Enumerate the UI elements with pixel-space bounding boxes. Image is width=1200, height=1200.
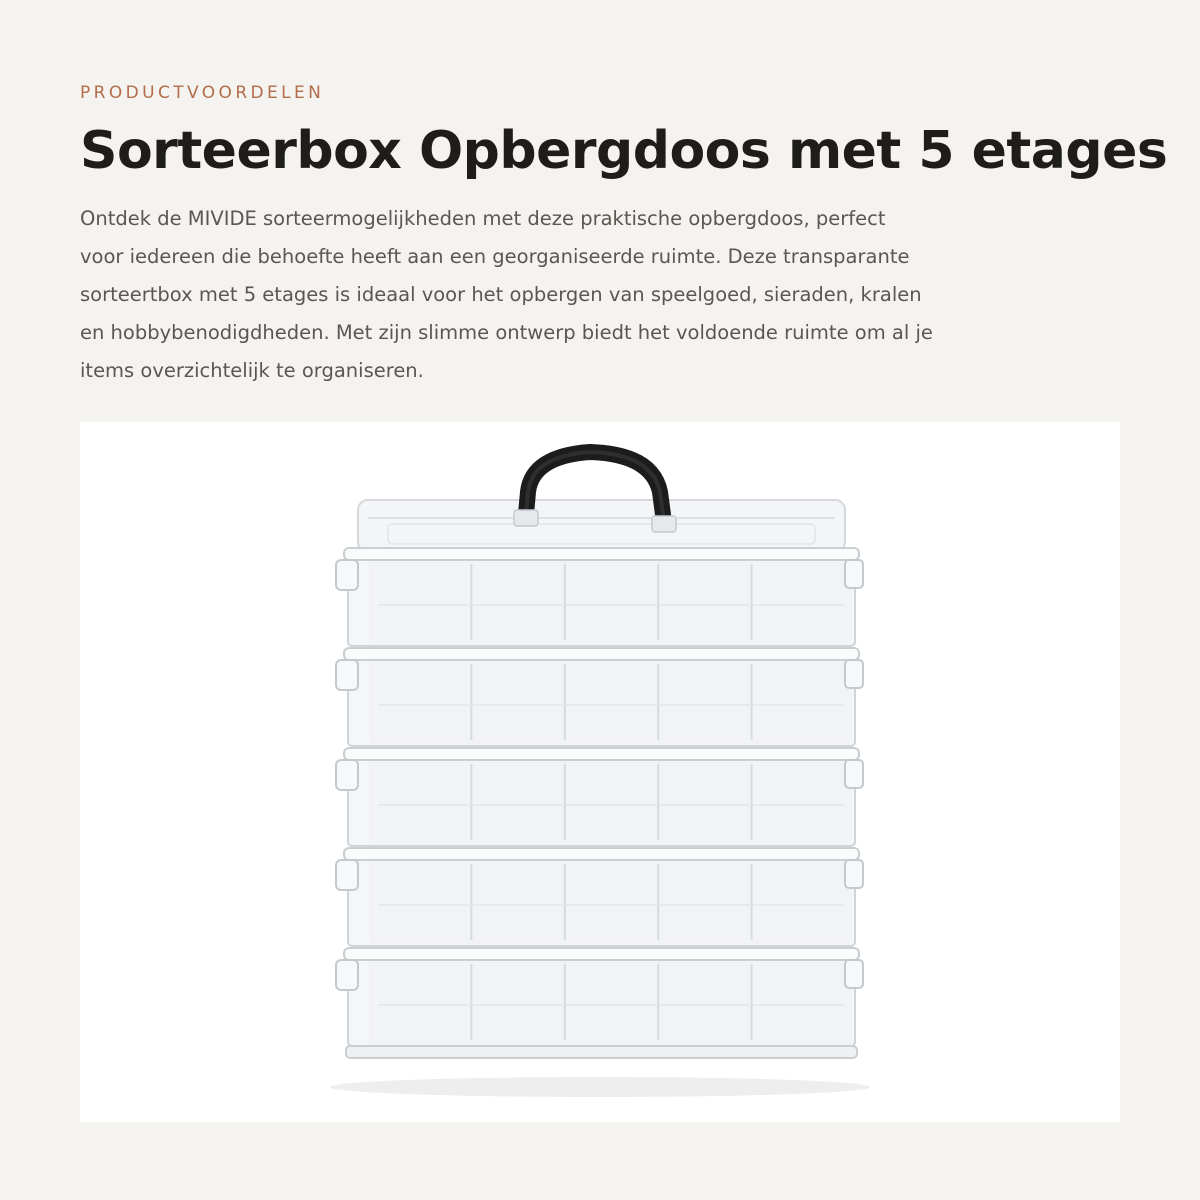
tier-rim [344,548,859,560]
tier-clip [336,660,358,690]
tier-rim [344,948,859,960]
tier-body [348,852,855,946]
handle-mount [514,510,538,526]
tier-body [348,952,855,1046]
section-eyebrow: PRODUCTVOORDELEN [80,83,325,103]
description-line: items overzichtelijk te organiseren. [80,359,424,382]
tier-body [348,552,855,646]
description-line: sorteertbox met 5 etages is ideaal voor het opbergen van speelgoed, sieraden, kralen [80,283,922,306]
tier-clip [336,760,358,790]
tier-clip [336,560,358,590]
tier-rim [344,648,859,660]
product-image-panel [80,422,1120,1122]
storage-box-image [80,422,1120,1122]
tier-clip [336,860,358,890]
tier-clip [845,660,863,688]
tier-clip [845,560,863,588]
description-line: voor iedereen die behoefte heeft aan een georganiseerde ruimte. Deze transparante [80,245,910,268]
tier-rim [344,848,859,860]
handle-mount [652,516,676,532]
description-line: Ontdek de MIVIDE sorteermogelijkheden met deze praktische opbergdoos, perfect [80,207,886,230]
tier-clip [336,960,358,990]
tier-body [348,752,855,846]
tier-clip [845,760,863,788]
tier-clip [845,960,863,988]
description-line: en hobbybenodigdheden. Met zijn slimme ontwerp biedt het voldoende ruimte om al je [80,321,933,344]
box-shadow [330,1077,870,1097]
product-title: Sorteerbox Opbergdoos met 5 etages [80,121,1168,181]
product-description [80,200,1120,390]
tier-rim [344,748,859,760]
box-base [346,1046,857,1058]
tier-clip [845,860,863,888]
tier-body [348,652,855,746]
